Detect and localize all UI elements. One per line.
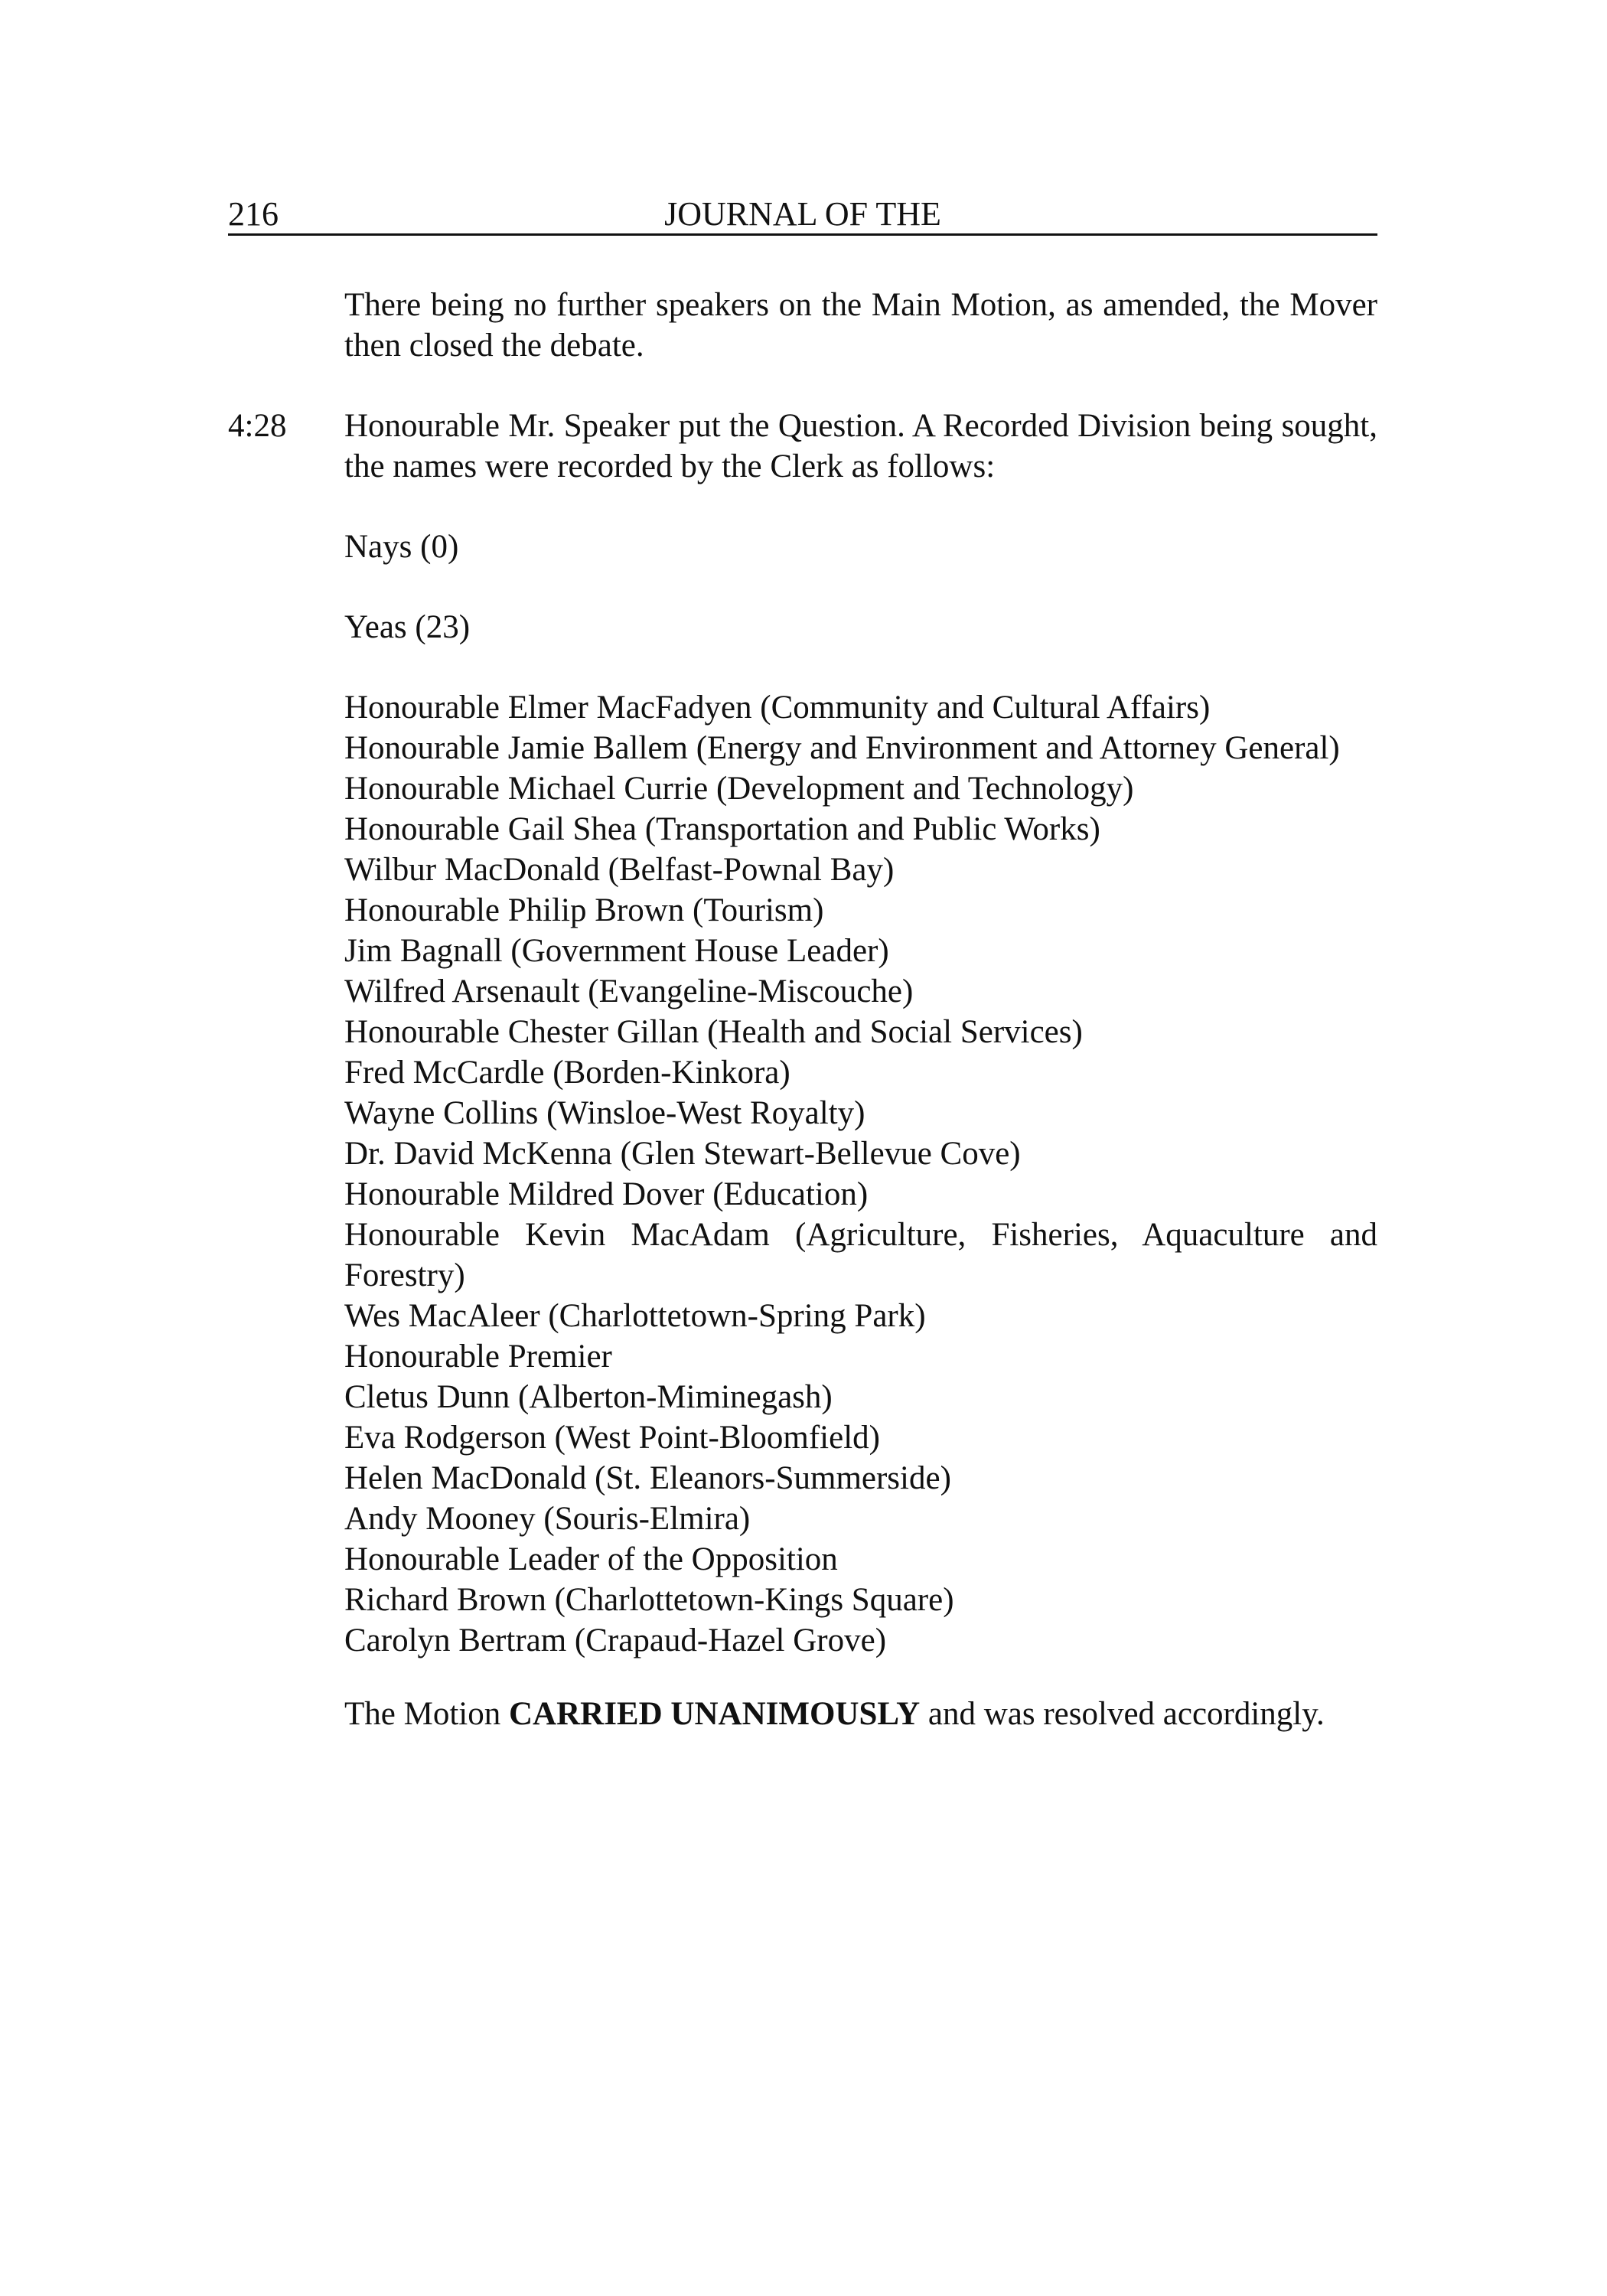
member-entry: Honourable Kevin MacAdam (Agriculture, Fisheries, Aquaculture and Forestry) bbox=[344, 1217, 1377, 1293]
member-entry: Cletus Dunn (Alberton-Miminegash) bbox=[344, 1379, 833, 1415]
member-entry: Wayne Collins (Winsloe-West Royalty) bbox=[344, 1095, 865, 1131]
yeas-member-list bbox=[344, 687, 1377, 1661]
member-entry: Richard Brown (Charlottetown-Kings Square) bbox=[344, 1582, 954, 1618]
member-entry: Honourable Mildred Dover (Education) bbox=[344, 1176, 869, 1212]
member-entry: Honourable Premier bbox=[344, 1339, 612, 1375]
member-entry: Eva Rodgerson (West Point-Bloomfield) bbox=[344, 1420, 880, 1456]
member-entry: Wilbur MacDonald (Belfast-Pownal Bay) bbox=[344, 852, 895, 888]
nays-count: Nays (0) bbox=[344, 529, 459, 565]
member-entry: Wilfred Arsenault (Evangeline-Miscouche) bbox=[344, 974, 914, 1009]
member-entry: Jim Bagnall (Government House Leader) bbox=[344, 933, 889, 969]
yeas-count: Yeas (23) bbox=[344, 609, 471, 645]
member-entry: Honourable Jamie Ballem (Energy and Environment and Attorney General) bbox=[344, 730, 1340, 766]
member-list bbox=[344, 687, 1377, 1661]
member-entry: Dr. David McKenna (Glen Stewart-Bellevue Cove) bbox=[344, 1136, 1021, 1172]
member-entry: Wes MacAleer (Charlottetown-Spring Park) bbox=[344, 1298, 926, 1334]
member-entry: Fred McCardle (Borden-Kinkora) bbox=[344, 1055, 790, 1091]
member-entry: Andy Mooney (Souris-Elmira) bbox=[344, 1501, 751, 1537]
question-paragraph: Honourable Mr. Speaker put the Question. A Recorded Division being sought, the names were recorded by the Clerk as follows: bbox=[344, 408, 1377, 484]
member-entry: Honourable Michael Currie (Development and Technology) bbox=[344, 771, 1134, 807]
timestamp: 4:28 bbox=[228, 408, 287, 444]
motion-result bbox=[344, 1694, 1377, 1734]
motion-result-suffix: and was resolved accordingly. bbox=[920, 1696, 1325, 1732]
member-entry: Honourable Chester Gillan (Health and Social Services) bbox=[344, 1014, 1083, 1050]
member-entry: Honourable Leader of the Opposition bbox=[344, 1541, 838, 1577]
member-entry: Helen MacDonald (St. Eleanors-Summerside) bbox=[344, 1460, 951, 1496]
debate-closed-paragraph: There being no further speakers on the Main Motion, as amended, the Mover then closed the debate. bbox=[344, 287, 1377, 364]
member-entry: Honourable Philip Brown (Tourism) bbox=[344, 892, 824, 928]
motion-result-prefix: The Motion bbox=[344, 1696, 509, 1732]
running-head: JOURNAL OF THE bbox=[664, 195, 941, 233]
member-entry: Honourable Elmer MacFadyen (Community and Cultural Affairs) bbox=[344, 690, 1211, 726]
member-entry: Carolyn Bertram (Crapaud-Hazel Grove) bbox=[344, 1623, 887, 1658]
page-number: 216 bbox=[228, 195, 279, 233]
page-header bbox=[228, 195, 1377, 236]
member-entry: Honourable Gail Shea (Transportation and Public Works) bbox=[344, 811, 1100, 847]
motion-result-emphasis: CARRIED UNANIMOUSLY bbox=[508, 1696, 921, 1732]
